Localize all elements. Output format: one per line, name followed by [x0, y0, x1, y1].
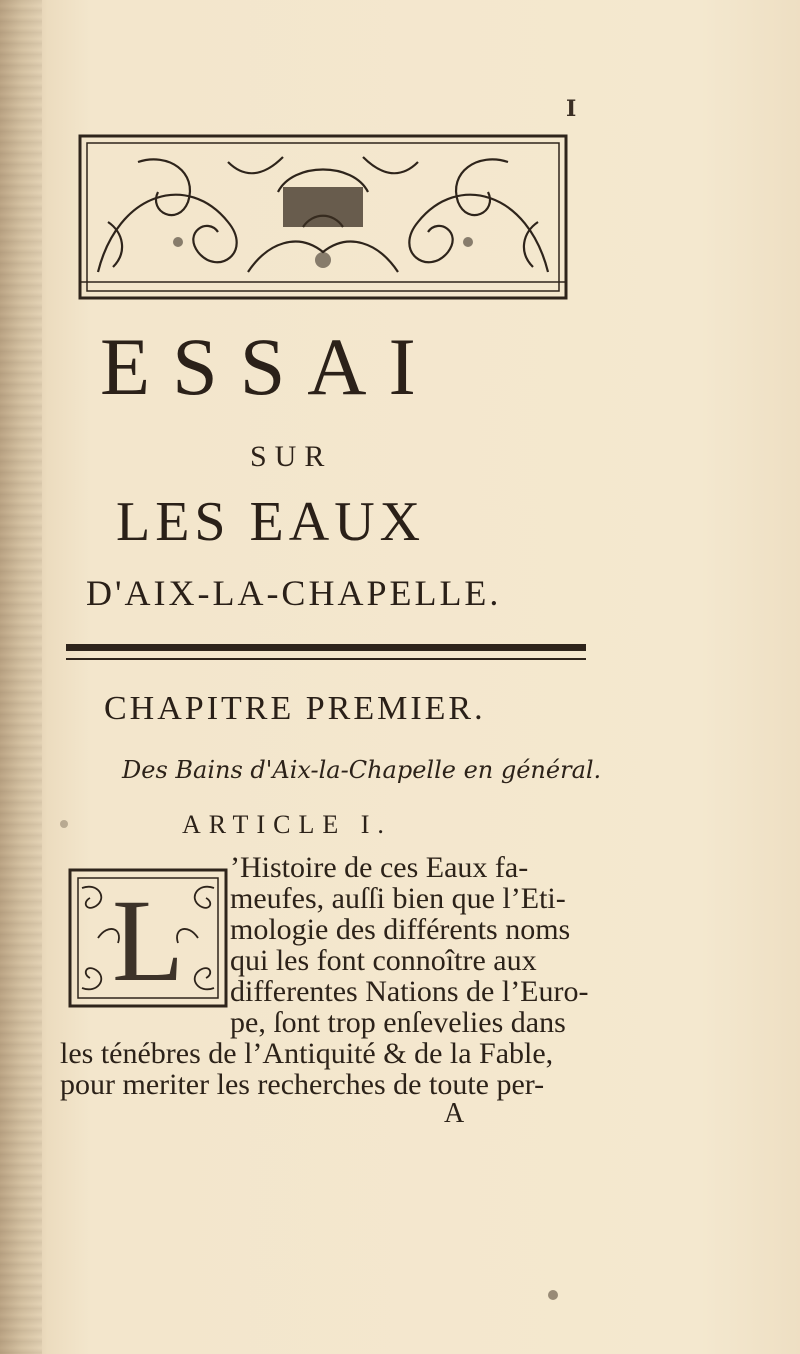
chapter-subtitle: Des Bains d'Aix-la-Chapelle en général.: [122, 756, 602, 784]
double-rule-divider: [66, 642, 586, 666]
body-line: pour meriter les recherches de toute per-: [60, 1068, 545, 1101]
body-paragraph: [60, 852, 620, 1100]
chapter-heading: CHAPITRE PREMIER.: [104, 690, 486, 727]
title-sur: SUR: [250, 440, 333, 473]
body-line: mologie des différents noms: [230, 913, 571, 946]
ornamental-headpiece: [78, 132, 568, 302]
body-line: differentes Nations de l’Euro-: [230, 975, 589, 1008]
body-line: pe, ſont trop enſevelies dans: [230, 1006, 566, 1039]
body-line: ’Histoire de ces Eaux fa-: [230, 851, 529, 884]
catchword: A: [444, 1098, 465, 1129]
body-line: meufes, auſſi bien que l’Eti-: [230, 882, 566, 915]
title-les-eaux: LES EAUX: [116, 491, 426, 553]
body-line: les ténébres de l’Antiquité & de la Fable,: [60, 1037, 554, 1070]
article-heading: ARTICLE I.: [182, 810, 392, 839]
paper-stain: [60, 820, 68, 828]
title-place-name: D'AIX-LA-CHAPELLE.: [86, 573, 502, 613]
title-essai: ESSAI: [100, 321, 438, 412]
page-folio: I: [566, 96, 577, 122]
page-gutter: [0, 0, 42, 1354]
paper-stain: [548, 1290, 558, 1300]
drop-cap-letter: L: [111, 875, 185, 1006]
body-line: qui les font connoître aux: [230, 944, 537, 977]
